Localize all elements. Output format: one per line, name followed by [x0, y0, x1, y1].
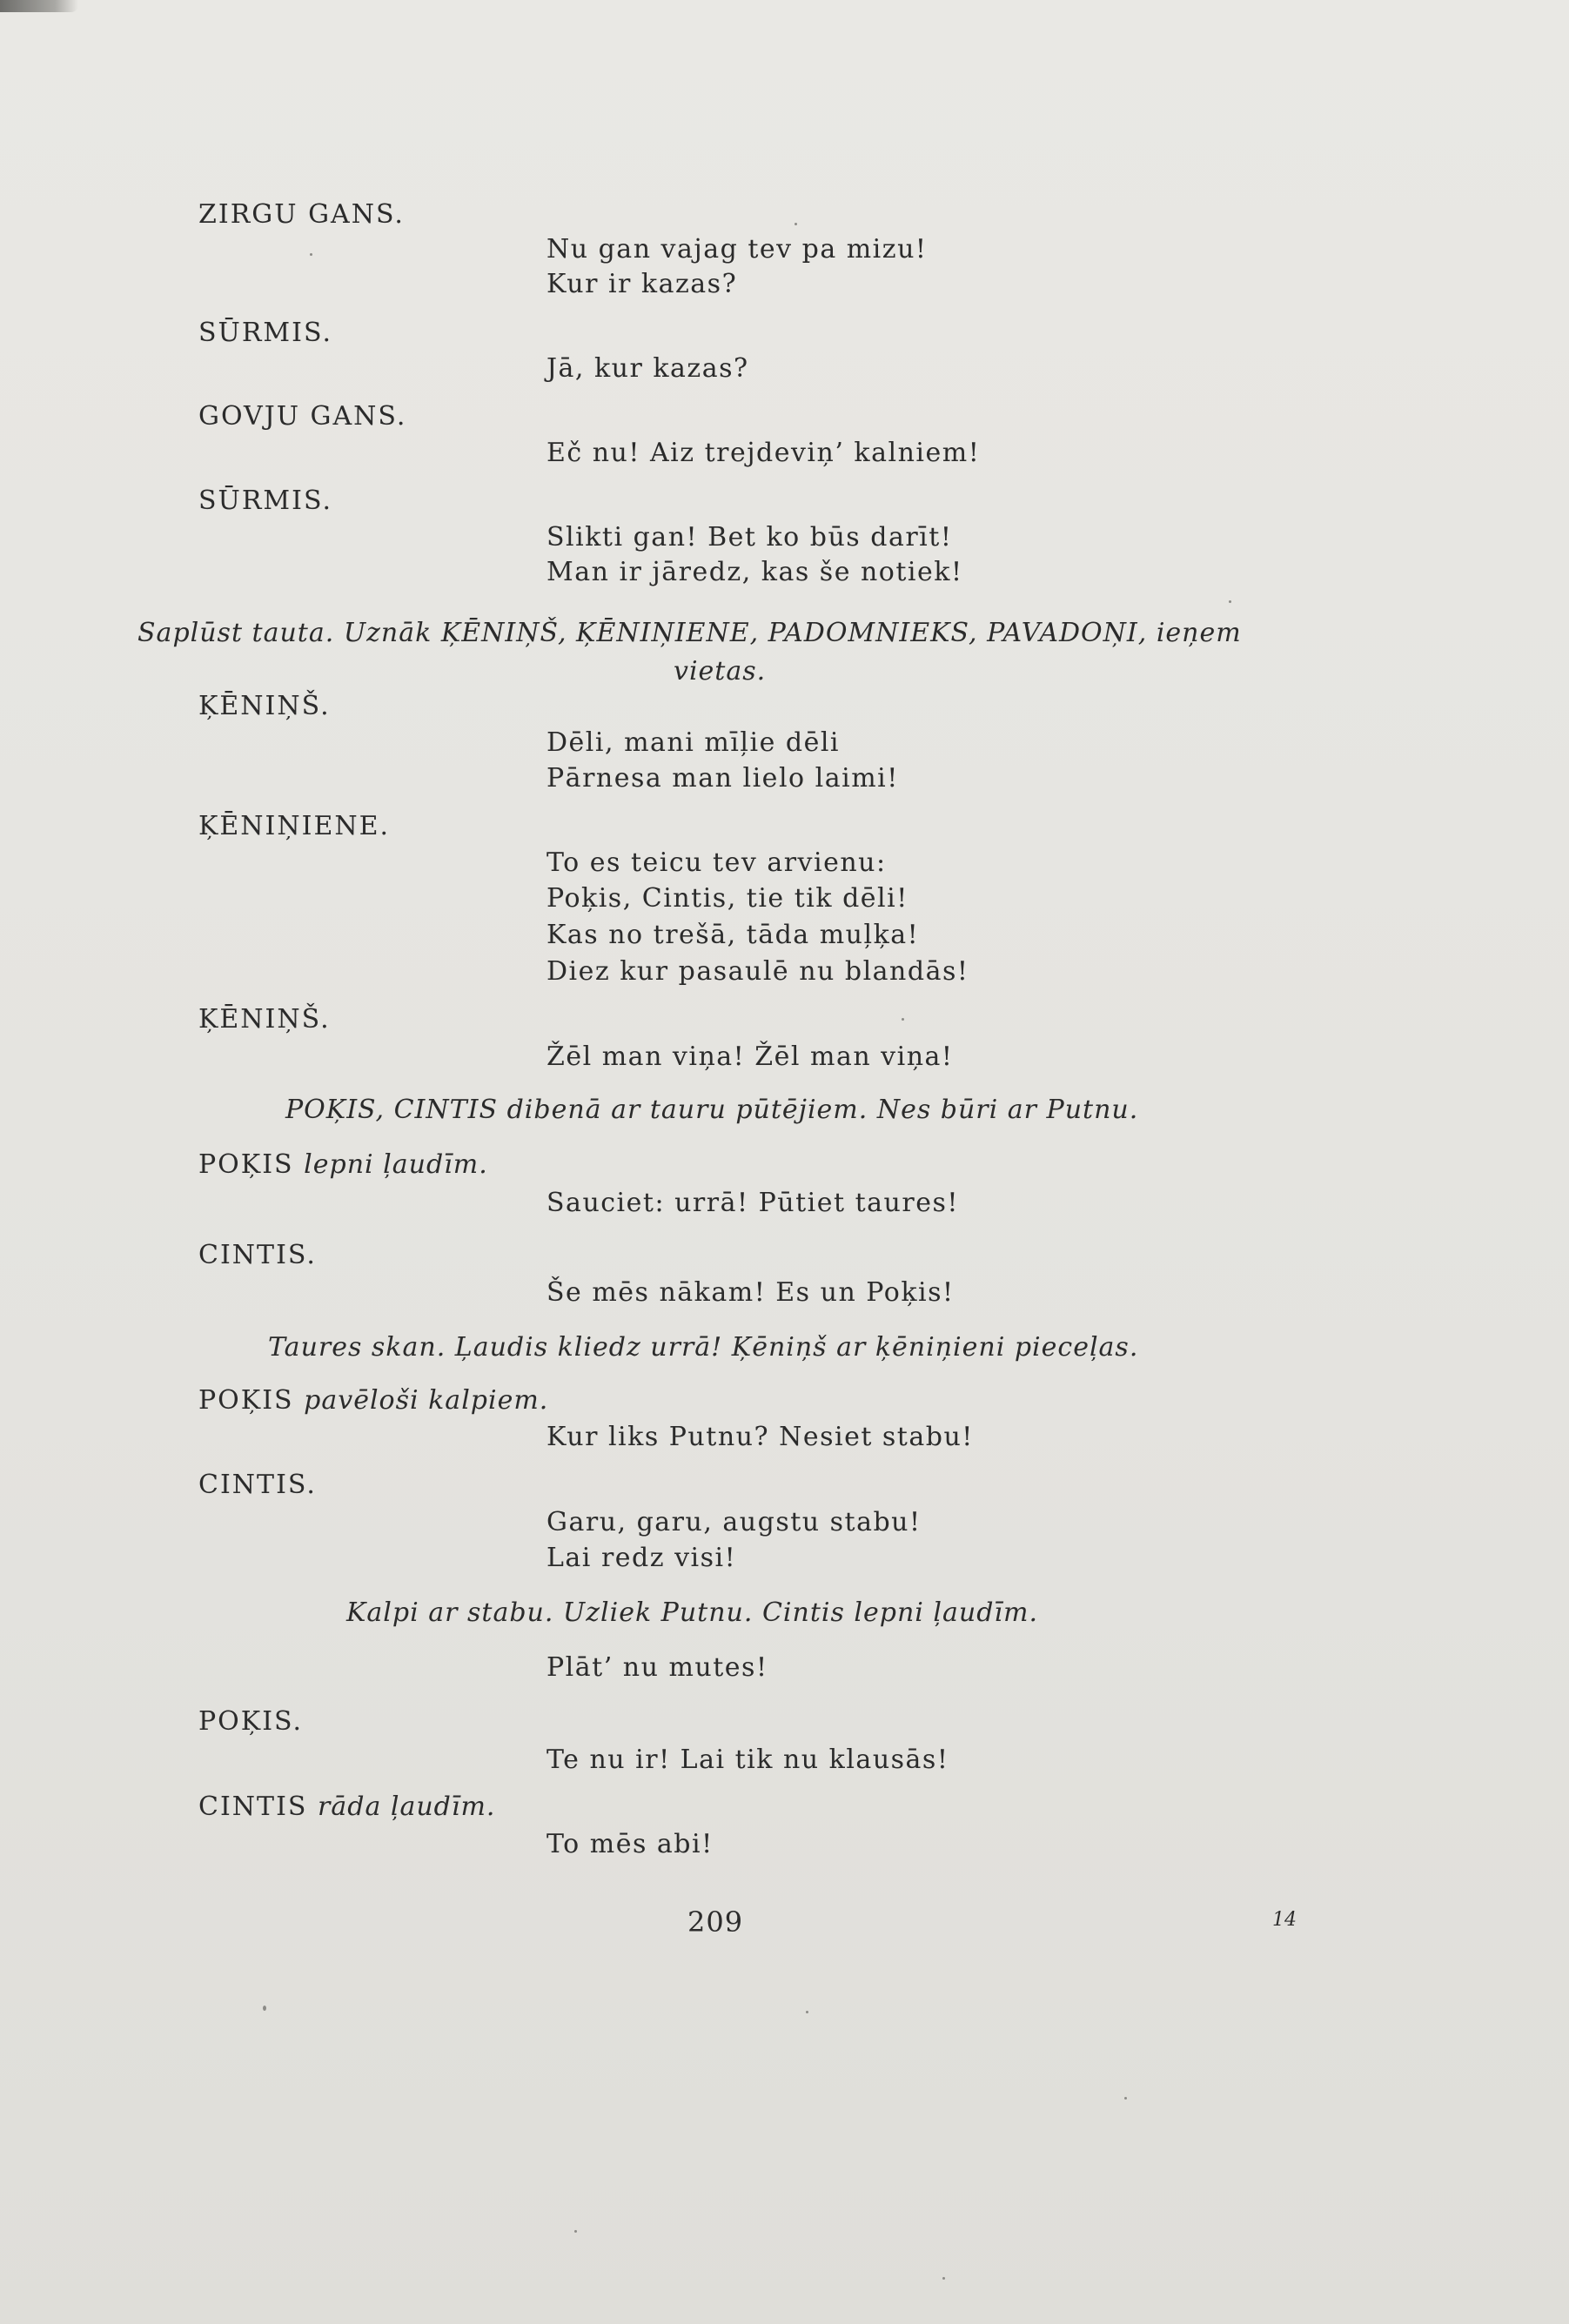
- verse-line: Poķis, Cintis, tie tik dēli!: [546, 883, 909, 914]
- verse-line: Dēli, mani mīļie dēli: [546, 727, 841, 758]
- speaker-line: [198, 317, 332, 350]
- paper-speck: [1229, 600, 1231, 603]
- speaker-name: SŪRMIS.: [198, 486, 333, 516]
- verse-line: Sauciet: urrā! Pūtiet taures!: [546, 1188, 959, 1218]
- stage-direction: Taures skan. Ļaudis kliedz urrā! Ķēniņš ar ķēniņieni pieceļas.: [268, 1332, 1139, 1363]
- speaker-name: POĶIS: [198, 1385, 294, 1416]
- verse-line: Še mēs nākam! Es un Poķis!: [546, 1277, 955, 1308]
- paper-speck: [1124, 2097, 1127, 2100]
- paper-speck: [310, 253, 312, 256]
- speaker-line: [198, 810, 390, 843]
- speaker-name: ĶĒNIŅIENE.: [198, 811, 391, 841]
- paper-speck: [902, 1018, 904, 1021]
- verse-line: Žēl man viņa! Žēl man viņa!: [546, 1041, 954, 1072]
- verse-line: Plāt’ nu mutes!: [546, 1652, 768, 1683]
- speaker-name: CINTIS.: [198, 1240, 317, 1270]
- speaker-name: POĶIS.: [198, 1706, 304, 1737]
- page-number: 209: [687, 1905, 744, 1939]
- paper-speck: [795, 223, 797, 225]
- page-corner-mark: [0, 0, 78, 12]
- paper-speck: [806, 2011, 808, 2013]
- verse-line: Pārnesa man lielo laimi!: [546, 763, 899, 794]
- speaker-name: ĶĒNIŅŠ.: [198, 691, 331, 721]
- speaker-line: [198, 1149, 488, 1182]
- speaker-line: [198, 1791, 495, 1824]
- speaker-name: GOVJU GANS.: [198, 401, 407, 432]
- verse-line: Nu gan vajag tev pa mizu!: [546, 234, 928, 265]
- paper-speck: [263, 2006, 266, 2011]
- speaker-direction: rāda ļaudīm.: [318, 1792, 496, 1822]
- speaker-name: CINTIS: [198, 1792, 308, 1822]
- speaker-line: [198, 1003, 331, 1036]
- speaker-name: SŪRMIS.: [198, 318, 333, 348]
- speaker-line: [198, 690, 331, 723]
- verse-line: Eč nu! Aiz trejdeviņ’ kalniem!: [546, 438, 981, 468]
- verse-line: Lai redz visi!: [546, 1543, 737, 1573]
- verse-line: To es teicu tev arvienu:: [546, 847, 887, 878]
- paper-speck: [942, 2277, 945, 2280]
- verse-line: To mēs abi!: [546, 1829, 714, 1859]
- verse-line: Kur ir kazas?: [546, 269, 738, 299]
- stage-direction: Kalpi ar stabu. Uzliek Putnu. Cintis lepni ļaudīm.: [346, 1597, 1038, 1628]
- speaker-line: [198, 198, 405, 231]
- verse-line: Diez kur pasaulē nu blandās!: [546, 956, 969, 987]
- speaker-line: [198, 400, 406, 433]
- speaker-name: ZIRGU GANS.: [198, 199, 405, 230]
- speaker-name: POĶIS: [198, 1149, 294, 1180]
- speaker-direction: pavēloši kalpiem.: [304, 1385, 549, 1416]
- verse-line: Te nu ir! Lai tik nu klausās!: [546, 1745, 949, 1775]
- speaker-line: [198, 1469, 317, 1502]
- speaker-line: [198, 485, 332, 518]
- speaker-line: [198, 1384, 548, 1417]
- stage-direction: Saplūst tauta. Uznāk ĶĒNIŅŠ, ĶĒNIŅIENE, PADOMNIEKS, PAVADOŅI, ieņem: [137, 618, 1242, 648]
- verse-line: Man ir jāredz, kas še notiek!: [546, 557, 963, 587]
- signature-mark: 14: [1272, 1909, 1297, 1931]
- verse-line: Slikti gan! Bet ko būs darīt!: [546, 522, 953, 553]
- verse-line: Kas no trešā, tāda muļķa!: [546, 920, 920, 950]
- speaker-line: [198, 1239, 317, 1272]
- verse-line: Garu, garu, augstu stabu!: [546, 1507, 922, 1537]
- stage-direction: POĶIS, CINTIS dibenā ar tauru pūtējiem. Nes būri ar Putnu.: [285, 1095, 1139, 1125]
- paper-speck: [574, 2230, 577, 2233]
- speaker-name: CINTIS.: [198, 1470, 317, 1500]
- speaker-name: ĶĒNIŅŠ.: [198, 1004, 331, 1035]
- verse-line: Kur liks Putnu? Nesiet stabu!: [546, 1422, 974, 1452]
- speaker-line: [198, 1705, 303, 1738]
- verse-line: Jā, kur kazas?: [546, 353, 749, 384]
- stage-direction: vietas.: [674, 656, 767, 686]
- speaker-direction: lepni ļaudīm.: [304, 1149, 488, 1180]
